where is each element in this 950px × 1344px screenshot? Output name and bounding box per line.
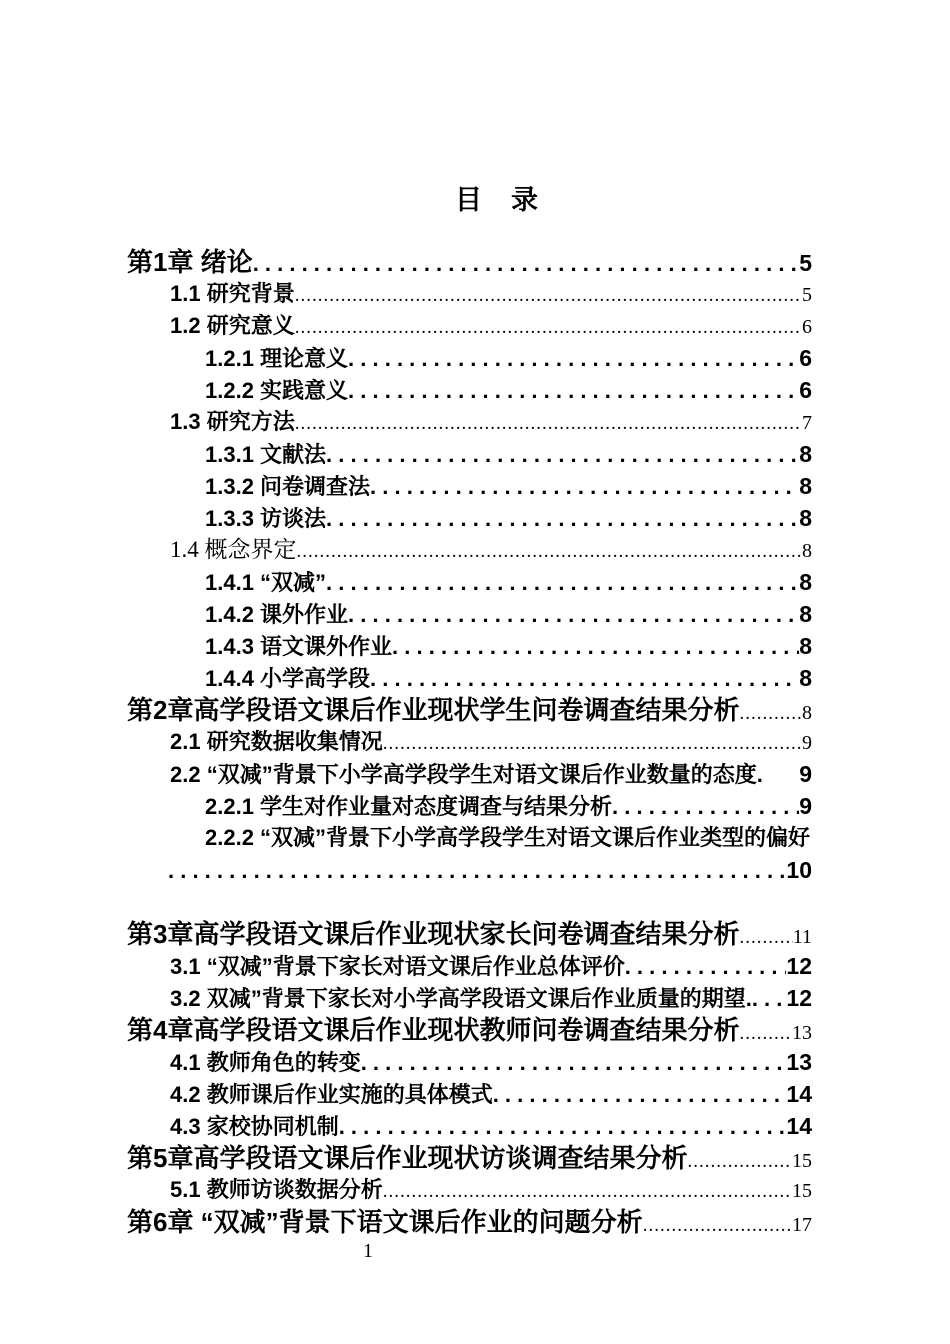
toc-page-number: 5 <box>799 250 812 276</box>
toc-entry-label: 第6章 “双减”背景下语文课后作业的问题分析 <box>127 1207 643 1237</box>
toc-page-number: 8 <box>799 473 812 499</box>
toc-leader-dots <box>326 567 799 602</box>
toc-leader-dots <box>295 280 802 313</box>
toc-leader-dots <box>297 536 803 569</box>
toc-leader-dots <box>339 1111 787 1146</box>
toc-entry-label: 2.2 “双减”背景下小学高学段学生对语文课后作业数量的态度. <box>170 762 763 787</box>
toc-entry-label: 5.1 教师访谈数据分析 <box>170 1177 383 1202</box>
toc-row <box>127 918 812 950</box>
toc-leader-dots <box>361 1047 787 1082</box>
footer-page-number: 1 <box>363 1240 373 1262</box>
toc-page-number: 8 <box>799 505 812 531</box>
toc-leader-dots <box>326 439 799 474</box>
toc-page-number: 9 <box>802 732 812 754</box>
toc-entry-label: 第2章高学段语文课后作业现状学生问卷调查结果分析 <box>127 695 740 725</box>
toc-page-number: 12 <box>786 985 812 1011</box>
toc-row <box>127 1174 812 1206</box>
toc-entry-label: 第4章高学段语文课后作业现状教师问卷调查结果分析 <box>127 1015 740 1045</box>
toc-page-number: 15 <box>792 1150 812 1172</box>
toc-page-number: 5 <box>802 284 812 306</box>
toc-leader-dots <box>687 1146 792 1179</box>
toc-row <box>127 1046 812 1078</box>
toc-leader-dots <box>168 855 786 890</box>
toc-page-number: 17 <box>792 1214 812 1236</box>
toc-row <box>127 374 812 406</box>
toc-page-number: 8 <box>802 702 812 724</box>
toc-entry-label: 1.4 概念界定 <box>170 537 297 562</box>
toc-page-number: 8 <box>802 540 812 562</box>
toc-leader-dots <box>295 408 802 441</box>
toc-leader-dots <box>625 951 787 986</box>
toc-entry-label: 3.2 双减”背景下家长对小学高学段语文课后作业质量的期望. <box>170 986 752 1011</box>
toc-row <box>127 950 812 982</box>
toc-page-number: 13 <box>786 1049 812 1075</box>
toc-entry-label: 第5章高学段语文课后作业现状访谈调查结果分析 <box>127 1143 688 1173</box>
toc-entry-label: 1.1 研究背景 <box>170 281 295 306</box>
toc-row <box>127 534 812 566</box>
toc-leader-dots <box>739 698 802 731</box>
toc-page-number: 8 <box>799 441 812 467</box>
toc-entry-label: 1.4.2 课外作业 <box>205 602 349 627</box>
toc-row <box>127 598 812 630</box>
toc-leader-dots <box>326 503 799 538</box>
toc-row <box>127 278 812 310</box>
toc-row <box>127 758 812 790</box>
toc-page-number: 13 <box>792 1022 812 1044</box>
toc-row <box>127 1142 812 1174</box>
toc-leader-dots <box>348 375 799 410</box>
toc-entry-label: 1.3.1 文献法 <box>205 442 327 467</box>
toc-page-number: 14 <box>786 1113 812 1139</box>
toc-row <box>127 630 812 662</box>
toc-page-number: 9 <box>799 761 812 787</box>
toc-page-number: 8 <box>799 633 812 659</box>
toc-row <box>127 342 812 374</box>
toc-entry-label: 第1章 绪论 <box>127 247 253 277</box>
toc-page-number: 8 <box>799 569 812 595</box>
toc-page-number: 6 <box>799 377 812 403</box>
toc-entry-label: 4.3 家校协同机制 <box>170 1114 339 1139</box>
toc-row <box>127 662 812 694</box>
toc-row <box>127 1206 812 1238</box>
toc-row <box>127 694 812 726</box>
toc-page-number: 9 <box>799 793 812 819</box>
toc-leader-dots <box>612 791 799 826</box>
toc-entry-label: 4.2 教师课后作业实施的具体模式 <box>170 1082 493 1107</box>
toc-leader-dots <box>392 631 799 666</box>
toc-leader-dots <box>348 343 799 378</box>
toc-entry-label: 第3章高学段语文课后作业现状家长问卷调查结果分析 <box>127 919 740 949</box>
toc-page-number: 10 <box>786 857 812 883</box>
toc-spacer <box>127 886 812 918</box>
toc-page-number: 14 <box>786 1081 812 1107</box>
toc-page-number: 7 <box>802 412 812 434</box>
toc-entry-label: 1.4.1 “双减” <box>205 570 327 595</box>
toc-entry-label: 1.2 研究意义 <box>170 313 295 338</box>
toc-row <box>127 438 812 470</box>
toc-row <box>127 470 812 502</box>
toc-page-number: 6 <box>799 345 812 371</box>
toc-leader-dots <box>643 1210 792 1243</box>
toc-entry-label: 1.3.3 访谈法 <box>205 506 327 531</box>
toc-page-number: 15 <box>792 1180 812 1202</box>
toc-row <box>127 1078 812 1110</box>
toc-leader-dots <box>253 248 800 283</box>
toc-entry-label: 1.4.4 小学高学段 <box>205 666 371 691</box>
toc-entry-label: 1.2.2 实践意义 <box>205 378 349 403</box>
toc-entry-label: 1.3.2 问卷调查法 <box>205 474 371 499</box>
toc-page-number: 8 <box>799 665 812 691</box>
toc-leader-dots <box>370 471 799 506</box>
toc-entry-label: 2.2.2 “双减”背景下小学高学段学生对语文课后作业类型的偏好 <box>205 825 811 850</box>
toc-row <box>127 790 812 822</box>
toc-entry-label: 1.2.1 理论意义 <box>205 346 349 371</box>
toc-row <box>127 822 812 854</box>
toc-entry-label: 3.1 “双减”背景下家长对语文课后作业总体评价 <box>170 954 625 979</box>
toc-row <box>127 310 812 342</box>
toc-row <box>127 726 812 758</box>
toc-entry-label: 4.1 教师角色的转变 <box>170 1050 361 1075</box>
toc-row <box>127 246 812 278</box>
toc-entry-label: 2.1 研究数据收集情况 <box>170 729 383 754</box>
toc-leader-dots <box>348 599 799 634</box>
toc-row <box>127 406 812 438</box>
toc-row <box>127 982 812 1014</box>
toc-leader-dots <box>383 728 802 761</box>
toc-entry-label: 1.4.3 语文课外作业 <box>205 634 393 659</box>
toc-leader-dots <box>752 983 787 1018</box>
toc-page-number: 8 <box>799 601 812 627</box>
toc-leader-dots <box>370 663 799 698</box>
toc-entry-label: 1.3 研究方法 <box>170 409 295 434</box>
toc-leader-dots <box>493 1079 787 1114</box>
toc-leader-dots <box>383 1176 792 1209</box>
toc-title: 目 录 <box>455 185 539 215</box>
toc-row <box>127 566 812 598</box>
toc-leader-dots <box>295 312 802 345</box>
toc-row <box>127 854 812 886</box>
toc-entry-label: 2.2.1 学生对作业量对态度调查与结果分析 <box>205 794 613 819</box>
toc-row <box>127 502 812 534</box>
toc-page-number: 11 <box>792 926 812 948</box>
toc-row <box>127 1014 812 1046</box>
toc-list <box>127 246 812 1238</box>
toc-page-number: 12 <box>786 953 812 979</box>
toc-page-number: 6 <box>802 316 812 338</box>
toc-row <box>127 1110 812 1142</box>
